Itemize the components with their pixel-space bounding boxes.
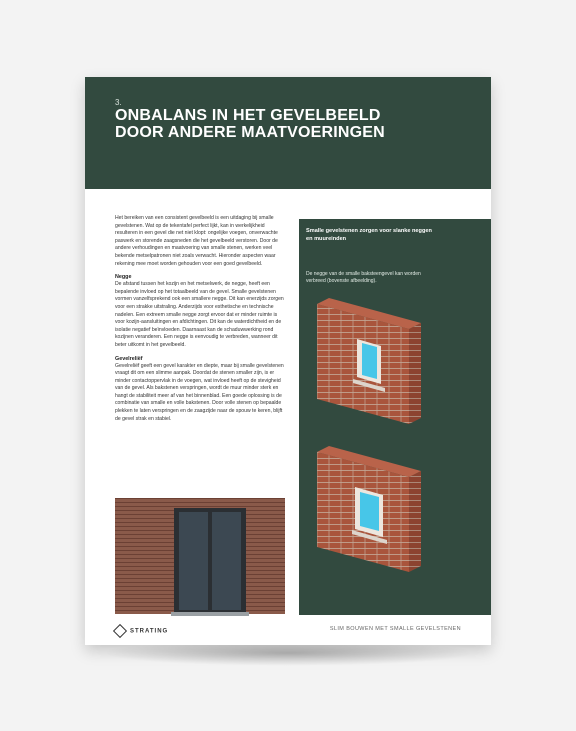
- info-panel: [299, 219, 491, 615]
- wall-illustrations: [299, 219, 491, 615]
- strating-logo-icon: [113, 624, 127, 638]
- section-heading-negge: Negge: [115, 274, 132, 281]
- wall-illustration-top: [317, 298, 421, 424]
- chapter-title-line-2: DOOR ANDERE MAATVOERINGEN: [115, 124, 385, 141]
- body-text-column: [115, 215, 287, 429]
- section-text-negge: De afstand tussen het kozijn en het metselwerk, de negge, heeft een bepalende invloed op het totaalbeeld van de gevel. Smalle gevelstenen vormen vanzelfsprekend ook een smallere negge. Dit kan enerzijds zorgen voor een strakke uitstraling. Anderzijds voor esthetische en technische nadelen. Een extreem smalle negge zorgt ervoor dat er minder ruimte is voor kozijn-aansluitingen en afdichtingen. Dit kan de waterdichtheid en de isolatie negatief beïnvloeden. Daarnaast kan de schaduwwerking rond kozijnen veranderen. Een negge is eenvoudig te verbreden, wanneer dit beter uitkomt in het gevelbeeld.: [115, 281, 284, 348]
- window-pane-right: [212, 512, 241, 610]
- window-frame: [174, 508, 246, 614]
- brochure-page: [85, 77, 491, 645]
- chapter-title-line-1: ONBALANS IN HET GEVELBEELD: [115, 107, 381, 124]
- window-sill: [171, 612, 249, 616]
- chapter-title: [115, 107, 475, 141]
- intro-paragraph: Het bereiken van een consistent gevelbeeld is een uitdaging bij smalle gevelstenen. Wat op de tekentafel perfect lijkt, kan in werkelijkheid resulteren in een gevel die net niet klopt: ongelijke voegen, onverwachte paswerk en storende zaagsneden die het gevelbeeld verstoren. Door de andere verhoudingen en maatvoering van smalle stenen, werken veel bekende metselpatronen niet zoals verwacht. Hieronder aspecten waar rekening mee moet worden gehouden voor een goed gevelbeeld.: [115, 215, 278, 267]
- brick-facade-photo: [115, 498, 285, 614]
- logo-text: STRATING: [130, 628, 169, 635]
- chapter-header: [85, 77, 491, 189]
- chapter-number: 3.: [115, 98, 122, 107]
- wall-illustration-bottom: [317, 446, 421, 572]
- window-pane-left: [179, 512, 208, 610]
- section-text-gevelrelief: Gevelreliëf geeft een gevel karakter en diepte, maar bij smalle gevelstenen vraagt dit om een slimme aanpak. Doordat de stenen smaller zijn, is er minder contactoppervlak in de voegen, wat invloed heeft op de stevigheid van de gevel. Als bakstenen verspringen, wordt de muur minder sterk en hangt de stabiliteit meer af van het binnenblad. Een goede oplossing is de combinatie van smalle en volle bakstenen. Door volle stenen op bepaalde plekken te laten verspringen en de zaagzijde naar de spouw te keren, blijft de gevel strak en stabiel.: [115, 362, 284, 422]
- panel-title: Smalle gevelstenen zorgen voor slanke neggen en muureinden: [306, 228, 432, 242]
- section-heading-gevelrelief: Gevelreliëf: [115, 355, 143, 362]
- panel-caption: De negge van de smalle baksteengevel kan worden verbreed (bovenste afbeelding).: [306, 271, 421, 284]
- footer-title: SLIM BOUWEN MET SMALLE GEVELSTENEN: [329, 626, 461, 632]
- company-logo: [115, 626, 168, 636]
